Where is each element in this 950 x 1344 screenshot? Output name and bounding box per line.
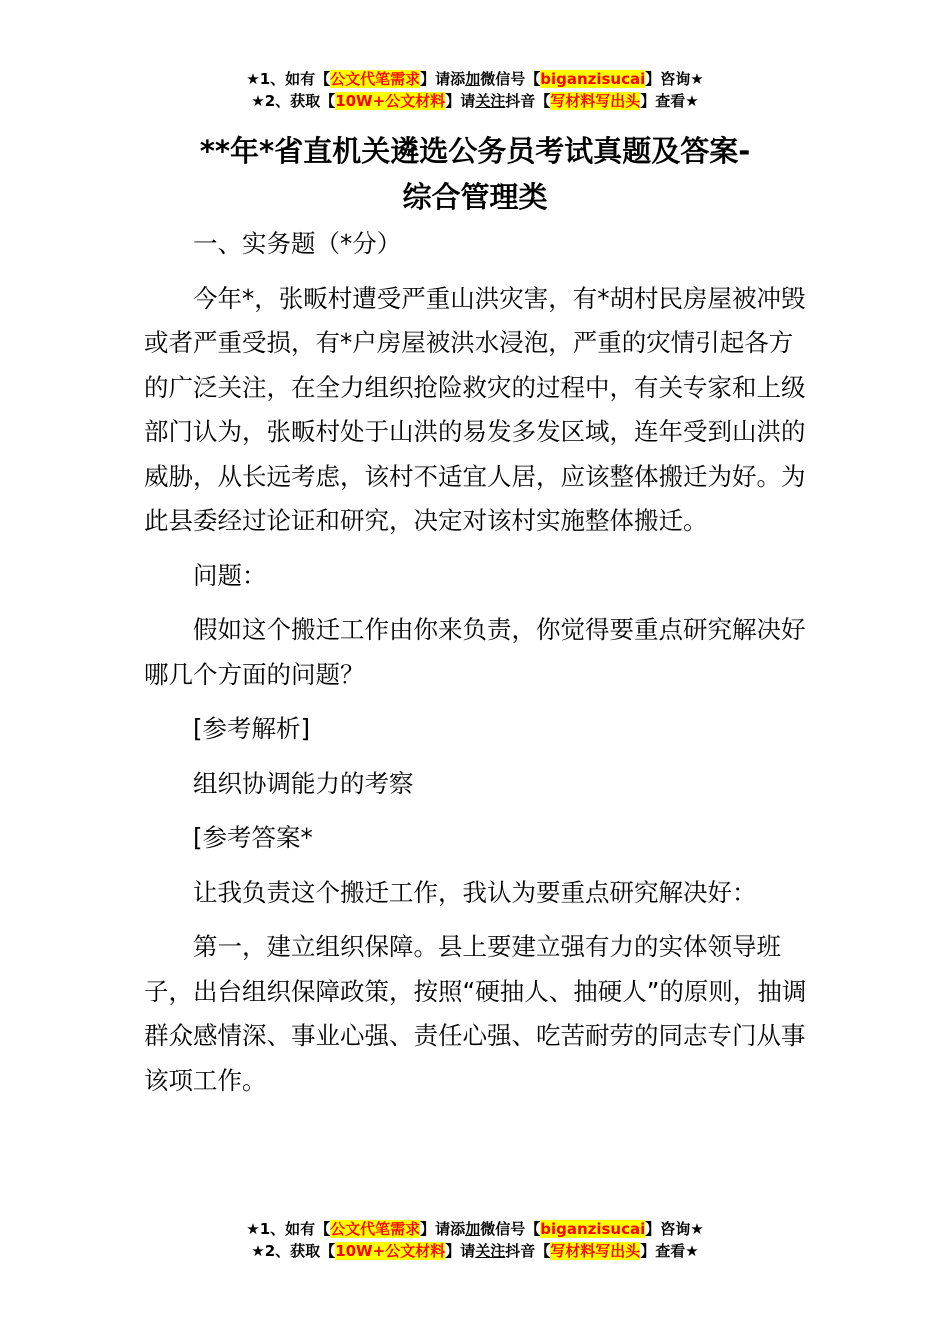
analysis-label: [参考解析] (193, 714, 311, 743)
highlight-wechat-id: biganzisucai (540, 1220, 646, 1238)
question-text: 假如这个搬迁工作由你来负责，你觉得要重点研究解决好哪几个方面的问题？ (144, 615, 806, 689)
title-line-1: **年*省直机关遴选公务员考试真题及答案- (199, 134, 751, 168)
title-line-2: 综合管理类 (402, 180, 548, 214)
promo-line-2: ★2、获取【10W+公文材料】请关注抖音【写材料写出头】查看★ (251, 1242, 699, 1260)
answer-point-1: 第一，建立组织保障。县上要建立强有力的实体领导班子，出台组织保障政策，按照“硬抽人、抽硬人”的原则，抽调群众感情深、事业心强、责任心强、吃苦耐劳的同志专门从事该项工作。 (144, 932, 807, 1095)
section-heading: 一、实务题（*分） (193, 229, 402, 258)
document-title (0, 128, 950, 220)
header-promo-banner (0, 68, 950, 112)
answer-intro: 让我负责这个搬迁工作，我认为要重点研究解决好： (193, 877, 757, 907)
footer-promo-banner (0, 1218, 950, 1262)
highlight-service: 公文代笔需求 (330, 70, 421, 88)
document-body (144, 222, 809, 1113)
case-paragraph: 今年*，张畈村遭受严重山洪灾害，有*胡村民房屋被冲毁或者严重受损，有*户房屋被洪水浸泡，严重的灾情引起各方的广泛关注，在全力组织抢险救灾的过程中，有关专家和上级部门认为，张畈村处于山洪的易发多发区域，连年受到山洪的威胁，从长远考虑，该村不适宜人居，应该整体搬迁为好。为此县委经过论证和研究，决定对该村实施整体搬迁。 (144, 283, 806, 535)
promo-line-2: ★2、获取【10W+公文材料】请关注抖音【写材料写出头】查看★ (251, 92, 699, 110)
highlight-materials: 10W+公文材料 (335, 1242, 446, 1260)
question-label: 问题： (193, 560, 267, 590)
analysis-text: 组织协调能力的考察 (193, 768, 414, 798)
highlight-wechat-id: biganzisucai (540, 70, 646, 88)
highlight-douyin: 写材料写出头 (550, 92, 641, 110)
highlight-douyin: 写材料写出头 (550, 1242, 641, 1260)
highlight-materials: 10W+公文材料 (335, 92, 446, 110)
promo-line-1: ★1、如有【公文代笔需求】请添加微信号【biganzisucai】咨询★ (246, 1220, 704, 1238)
answer-label: [参考答案* (193, 823, 313, 852)
promo-line-1: ★1、如有【公文代笔需求】请添加微信号【biganzisucai】咨询★ (246, 70, 704, 88)
highlight-service: 公文代笔需求 (330, 1220, 421, 1238)
